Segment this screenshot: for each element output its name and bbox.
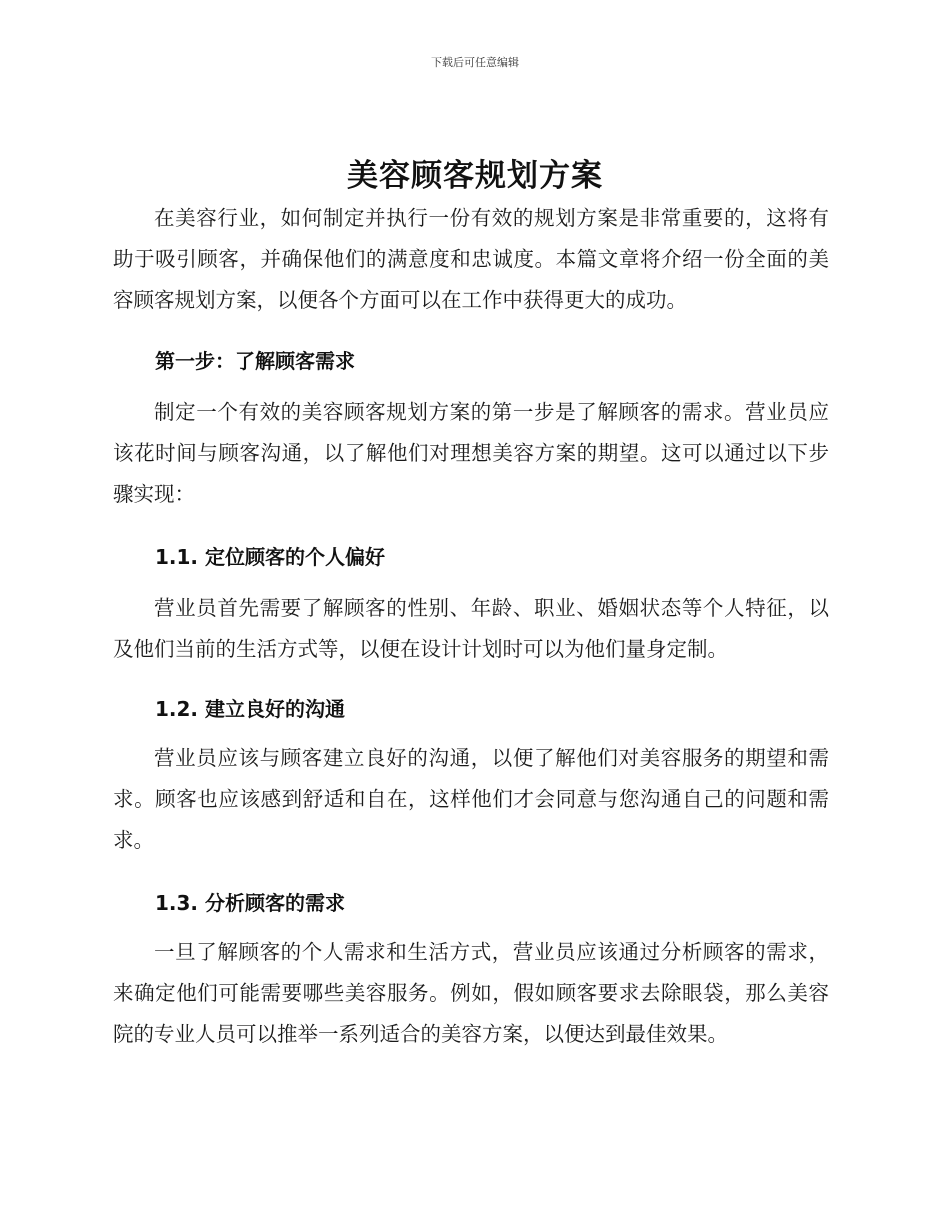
step1-heading: 第一步：了解顾客需求 bbox=[155, 349, 355, 373]
sub2-paragraph: 营业员应该与顾客建立良好的沟通，以便了解他们对美容服务的期望和需求。顾客也应该感到舒适和自在，这样他们才会同意与您沟通自己的问题和需求。 bbox=[113, 746, 829, 852]
document-title: 美容顾客规划方案 bbox=[347, 158, 603, 194]
sub1-paragraph: 营业员首先需要了解顾客的性别、年龄、职业、婚姻状态等个人特征，以及他们当前的生活方式等，以便在设计计划时可以为他们量身定制。 bbox=[113, 596, 829, 661]
intro-paragraph: 在美容行业，如何制定并执行一份有效的规划方案是非常重要的，这将有助于吸引顾客，并确保他们的满意度和忠诚度。本篇文章将介绍一份全面的美容顾客规划方案，以便各个方面可以在工作中获得更大的成功。 bbox=[113, 206, 829, 312]
step1-paragraph: 制定一个有效的美容顾客规划方案的第一步是了解顾客的需求。营业员应该花时间与顾客沟通，以了解他们对理想美容方案的期望。这可以通过以下步骤实现： bbox=[113, 400, 829, 506]
sub3-paragraph: 一旦了解顾客的个人需求和生活方式，营业员应该通过分析顾客的需求，来确定他们可能需要哪些美容服务。例如，假如顾客要求去除眼袋，那么美容院的专业人员可以推举一系列适合的美容方案，以便达到最佳效果。 bbox=[113, 940, 829, 1046]
header-note: 下载后可任意编辑 bbox=[431, 56, 519, 69]
sub3-heading: 1.3. 分析顾客的需求 bbox=[155, 891, 345, 915]
sub2-heading: 1.2. 建立良好的沟通 bbox=[155, 697, 345, 721]
sub1-heading: 1.1. 定位顾客的个人偏好 bbox=[155, 545, 385, 569]
